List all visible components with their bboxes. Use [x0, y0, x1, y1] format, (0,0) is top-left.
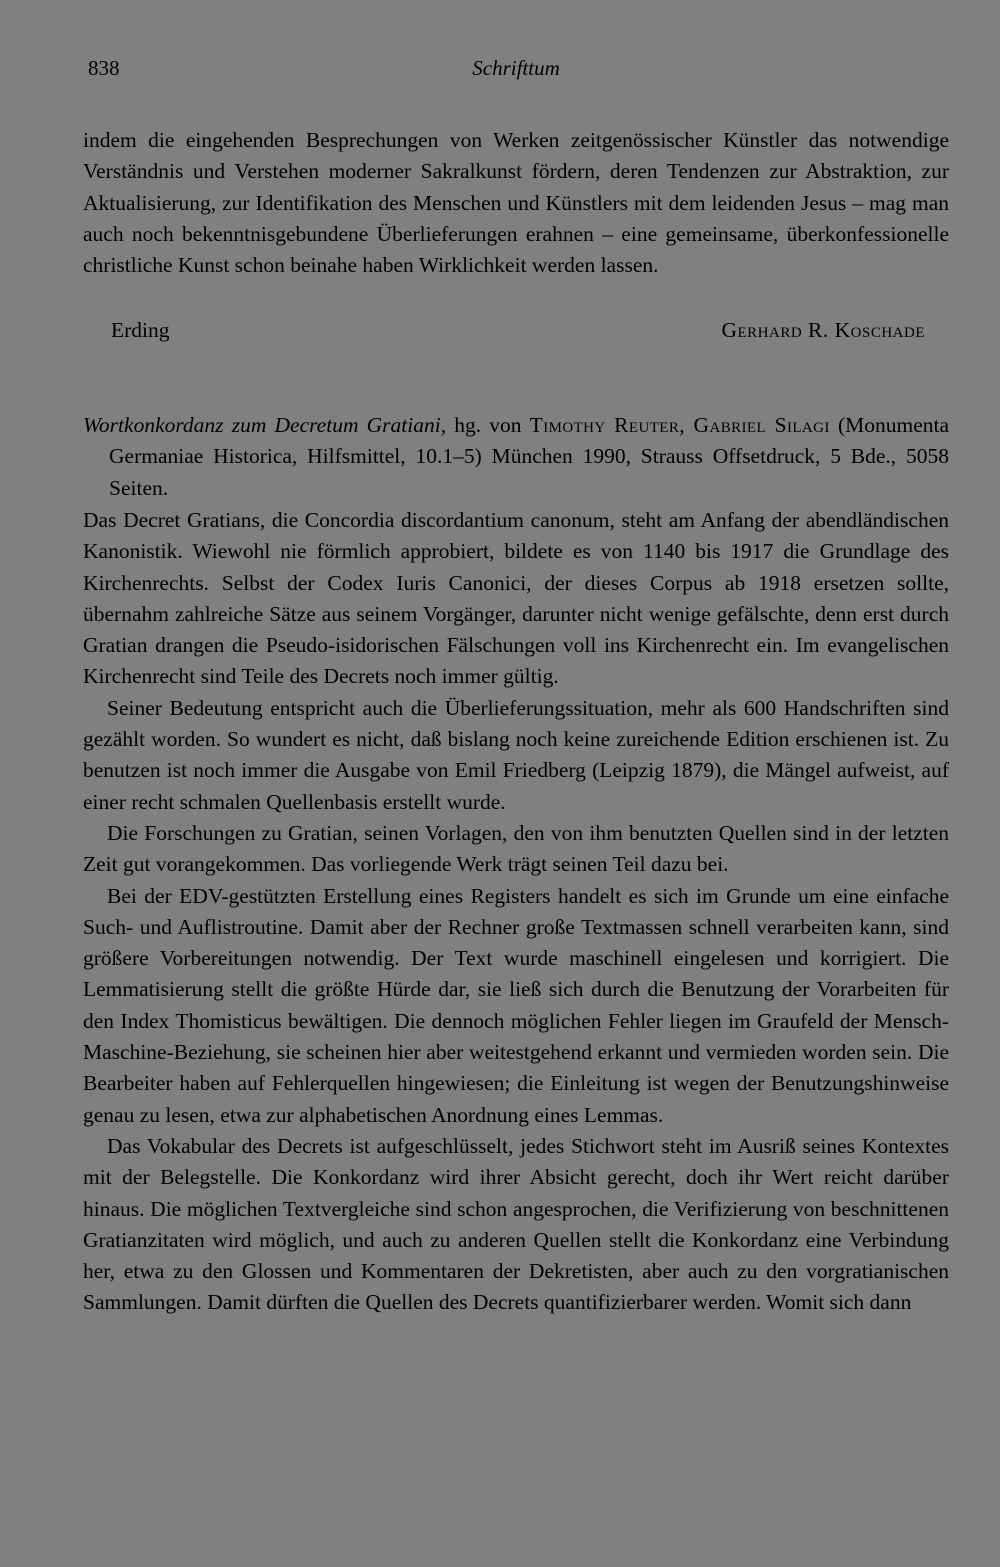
running-title: Schrifttum [472, 56, 560, 80]
work-title: Wortkonkordanz zum Decretum Gratiani, [83, 413, 447, 437]
review-paragraph: Die Forschungen zu Gratian, seinen Vorlagen, den von ihm benutzten Quellen sind in der letzten Zeit gut vorangekommen. Das vorliegende Werk trägt seinen Teil dazu bei. [83, 820, 949, 877]
publication-details: (Monumenta Germaniae Historica, Hilfsmittel, 10.1–5) München 1990, Strauss Offsetdruck, 5 Bde., 5058 Seiten. [109, 413, 949, 500]
previous-review-closing [83, 125, 949, 281]
review-paragraph: Das Decret Gratians, die Concordia discordantium canonum, steht am Anfang der abendländischen Kanonistik. Wiewohl nie förmlich approbiert, bildete es von 1140 bis 1917 die Grundlage des Kirchenrechts. Selbst der Codex Iuris Canonici, der dieses Corpus ab 1918 ersetzen sollte, übernahm zahlreiche Sätze aus seinem Vorgänger, darunter nicht wenige gefälschte, denn erst durch Gratian drangen die Pseudo-isidorischen Fälschungen voll ins Kirchenrecht ein. Im evangelischen Kirchenrecht sind Teile des Decrets noch immer gültig. [83, 508, 949, 689]
review-paragraph: Seiner Bedeutung entspricht auch die Überlieferungssituation, mehr als 600 Handschriften sind gezählt worden. So wundert es nicht, daß bislang noch keine zureichende Edition erschienen ist. Zu benutzen ist noch immer die Ausgabe von Emil Friedberg (Leipzig 1879), die Mängel aufweist, auf einer recht schmalen Quellenbasis erstellt wurde. [83, 695, 949, 814]
reviewer-place: Erding [111, 318, 170, 342]
review-paragraph: Bei der EDV-gestützten Erstellung eines Registers handelt es sich im Grunde um eine einfache Such- und Auflistroutine. Damit aber der Rechner große Textmassen schnell verarbeiten kann, sind größere Vorbereitungen notwendig. Der Text wurde maschinell eingelesen und korrigiert. Die Lemmatisierung stellt die größte Hürde dar, sie ließ sich durch die Benutzung der Vorarbeiten für den Index Thomisticus bewältigen. Die dennoch möglichen Fehler liegen im Graufeld der Mensch-Maschine-Beziehung, sie scheinen hier aber weitestgehend erkannt und vermieden worden sein. Die Bearbeiter haben auf Fehlerquellen hingewiesen; die Einleitung ist wegen der Benutzungshinweise genau zu lesen, etwa zur alphabetischen Anordnung eines Lemmas. [83, 883, 949, 1127]
reviewer-name: Gerhard R. Koschade [721, 318, 925, 342]
previous-review-paragraph: indem die eingehenden Besprechungen von Werken zeitgenössischer Künstler das notwendige Verständnis und Verstehen moderner Sakralkunst fördern, deren Tendenzen zur Abstraktion, zur Aktualisierung, zur Identifikation des Menschen und Künstlers mit dem leidenden Jesus – mag man auch noch bekenntnisgebundene Überlieferungen erahnen – eine gemeinsame, überkonfessionelle christliche Kunst schon beinahe haben Wirklichkeit werden lassen. [83, 128, 949, 278]
review-paragraph: Das Vokabular des Decrets ist aufgeschlüsselt, jedes Stichwort steht im Ausriß seines Kontextes mit der Belegstelle. Die Konkordanz wird ihrer Absicht gerecht, doch ihr Wert reicht darüber hinaus. Die möglichen Textvergleiche sind schon angesprochen, die Verifizierung von beschnittenen Gratianzitaten wird möglich, und auch zu anderen Quellen stellt die Konkordanz eine Verbindung her, etwa zu den Glossen und Kommentaren der Dekretisten, aber auch zu den vorgratianischen Sammlungen. Damit dürften die Quellen des Decrets quantifizierbarer werden. Womit sich dann [83, 1133, 949, 1315]
review-body [83, 505, 949, 1319]
editors: Timothy Reuter, Gabriel Silagi [529, 413, 830, 437]
bibliographic-entry [83, 410, 949, 504]
editors-prefix: hg. von [446, 413, 530, 437]
page-number: 838 [88, 56, 120, 80]
running-header [83, 56, 949, 86]
